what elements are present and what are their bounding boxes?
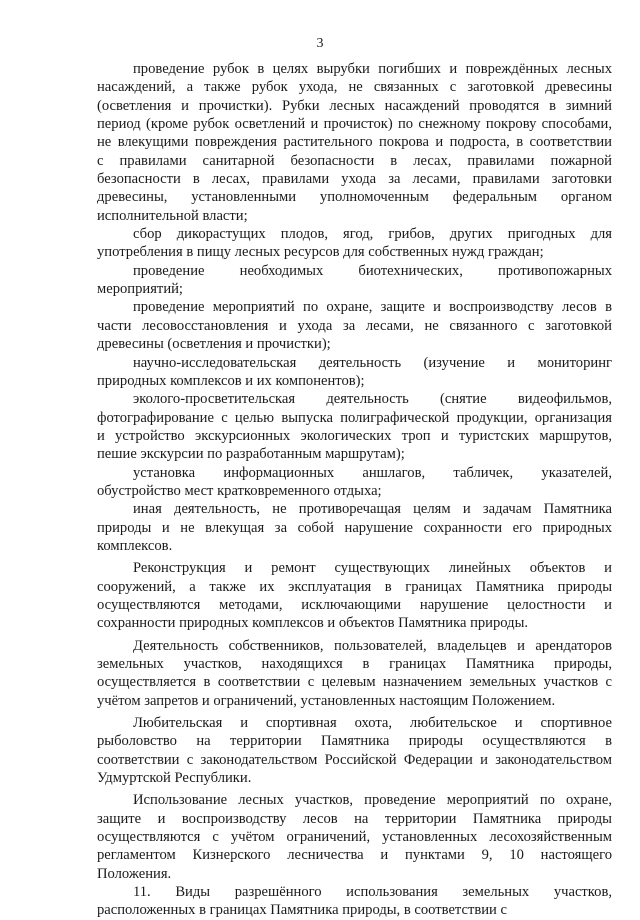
text-line: рыболовство на территории Памятника природы осуществляются в bbox=[97, 733, 612, 750]
text-line: осуществляются с учётом ограничений, установленных лесохозяйственным bbox=[97, 829, 612, 846]
text-line: учётом запретов и ограничений, установленных настоящим Положением. bbox=[97, 692, 556, 709]
paragraph bbox=[97, 791, 612, 883]
paragraph bbox=[97, 225, 612, 262]
text-line: Любительская и спортивная охота, любительское и спортивное bbox=[133, 715, 612, 732]
page-number: 3 bbox=[316, 36, 324, 51]
paragraph bbox=[97, 637, 612, 710]
text-line: насаждений, а также рубок ухода, не связанных с заготовкой древесины bbox=[97, 79, 612, 96]
text-line: не влекущими повреждения растительного покрова и подроста, в соответствии bbox=[97, 134, 612, 151]
text-line: Удмуртской Республики. bbox=[97, 770, 252, 787]
text-line: проведение рубок в целях вырубки погибших и повреждённых лесных bbox=[133, 61, 612, 77]
text-line: (осветления и прочистки). Рубки лесных насаждений проводятся в зимний bbox=[97, 97, 612, 114]
text-line: древесины, установленными уполномоченным федеральным органом bbox=[97, 189, 612, 206]
text-line: расположенных в границах Памятника природы, в соответствии с bbox=[97, 902, 507, 919]
text-line: исполнительной власти; bbox=[97, 207, 248, 224]
text-line: Положения. bbox=[97, 865, 172, 882]
text-line: Деятельность собственников, пользователей, владельцев и арендаторов bbox=[133, 637, 612, 654]
paragraph bbox=[97, 559, 612, 632]
text-line: защите и воспроизводству лесов на территории Памятника природы bbox=[97, 810, 612, 827]
text-line: Реконструкция и ремонт существующих линейных объектов и bbox=[133, 560, 612, 577]
text-line: обустройство мест кратковременного отдыха; bbox=[97, 482, 382, 499]
text-line: иная деятельность, не противоречащая целям и задачам Памятника bbox=[133, 501, 612, 518]
text-line: сбор дикорастущих плодов, ягод, грибов, других пригодных для bbox=[133, 226, 612, 243]
text-line: период (кроме рубок осветлений и прочисток) по снежному покрову способами, bbox=[97, 116, 612, 133]
text-line: с правилами санитарной безопасности в лесах, правилами пожарной bbox=[97, 152, 612, 169]
text-line: комплексов. bbox=[97, 537, 173, 554]
text-line: Использование лесных участков, проведение мероприятий по охране, bbox=[133, 792, 612, 809]
paragraph bbox=[97, 262, 612, 299]
text-line: научно-исследовательская деятельность (изучение и мониторинг bbox=[133, 354, 612, 371]
text-line: 11. Виды разрешённого использования земельных участков, bbox=[133, 884, 612, 901]
text-line: регламентом Кизнерского лесничества и пунктами 9, 10 настоящего bbox=[97, 847, 612, 864]
text-line: проведение необходимых биотехнических, противопожарных bbox=[133, 262, 612, 279]
text-line: части лесовосстановления и ухода за лесами, не связанного с заготовкой bbox=[97, 317, 612, 334]
text-line: осуществляются методами, исключающими нарушение целостности и bbox=[97, 596, 612, 613]
text-line: осуществляется в соответствии с целевым назначением земельных участков с bbox=[97, 674, 612, 691]
text-line: мероприятий; bbox=[97, 281, 183, 298]
paragraph bbox=[97, 298, 612, 353]
text-line: земельных участков, находящихся в границах Памятника природы, bbox=[97, 656, 612, 672]
text-line: эколого-просветительская деятельность (снятие видеофильмов, bbox=[133, 391, 612, 408]
text-line: природы и не влекущая за собой нарушение сохранности его природных bbox=[97, 519, 612, 536]
paragraph bbox=[97, 60, 612, 225]
text-line: древесины (осветления и прочистки); bbox=[97, 336, 331, 353]
paragraph bbox=[97, 464, 612, 501]
text-line: и устройство экскурсионных экологических троп и туристских маршрутов, bbox=[97, 427, 612, 444]
text-line: фотографирование с целью выпуска полиграфической продукции, организация bbox=[97, 409, 612, 426]
document-body bbox=[97, 60, 612, 920]
paragraph bbox=[97, 500, 612, 555]
paragraph bbox=[97, 354, 612, 391]
text-line: проведение мероприятий по охране, защите и воспроизводству лесов в bbox=[133, 299, 612, 316]
text-line: сохранности природных комплексов и объектов Памятника природы. bbox=[97, 615, 529, 632]
text-line: установка информационных аншлагов, табличек, указателей, bbox=[133, 464, 612, 481]
paragraph bbox=[97, 390, 612, 463]
text-line: природных комплексов и их компонентов); bbox=[97, 372, 365, 389]
text-line: соответствии с законодательством Российской Федерации и законодательством bbox=[97, 751, 612, 768]
paragraph bbox=[97, 883, 612, 920]
text-line: безопасности в лесах, правилами ухода за лесами, правилами заготовки bbox=[97, 171, 612, 188]
text-line: употребления в пищу лесных ресурсов для собственных нужд граждан; bbox=[97, 244, 544, 261]
text-line: сооружений, а также их эксплуатация в границах Памятника природы bbox=[97, 578, 612, 595]
text-line: пешие экскурсии по разработанным маршрутам); bbox=[97, 446, 405, 463]
paragraph bbox=[97, 714, 612, 787]
